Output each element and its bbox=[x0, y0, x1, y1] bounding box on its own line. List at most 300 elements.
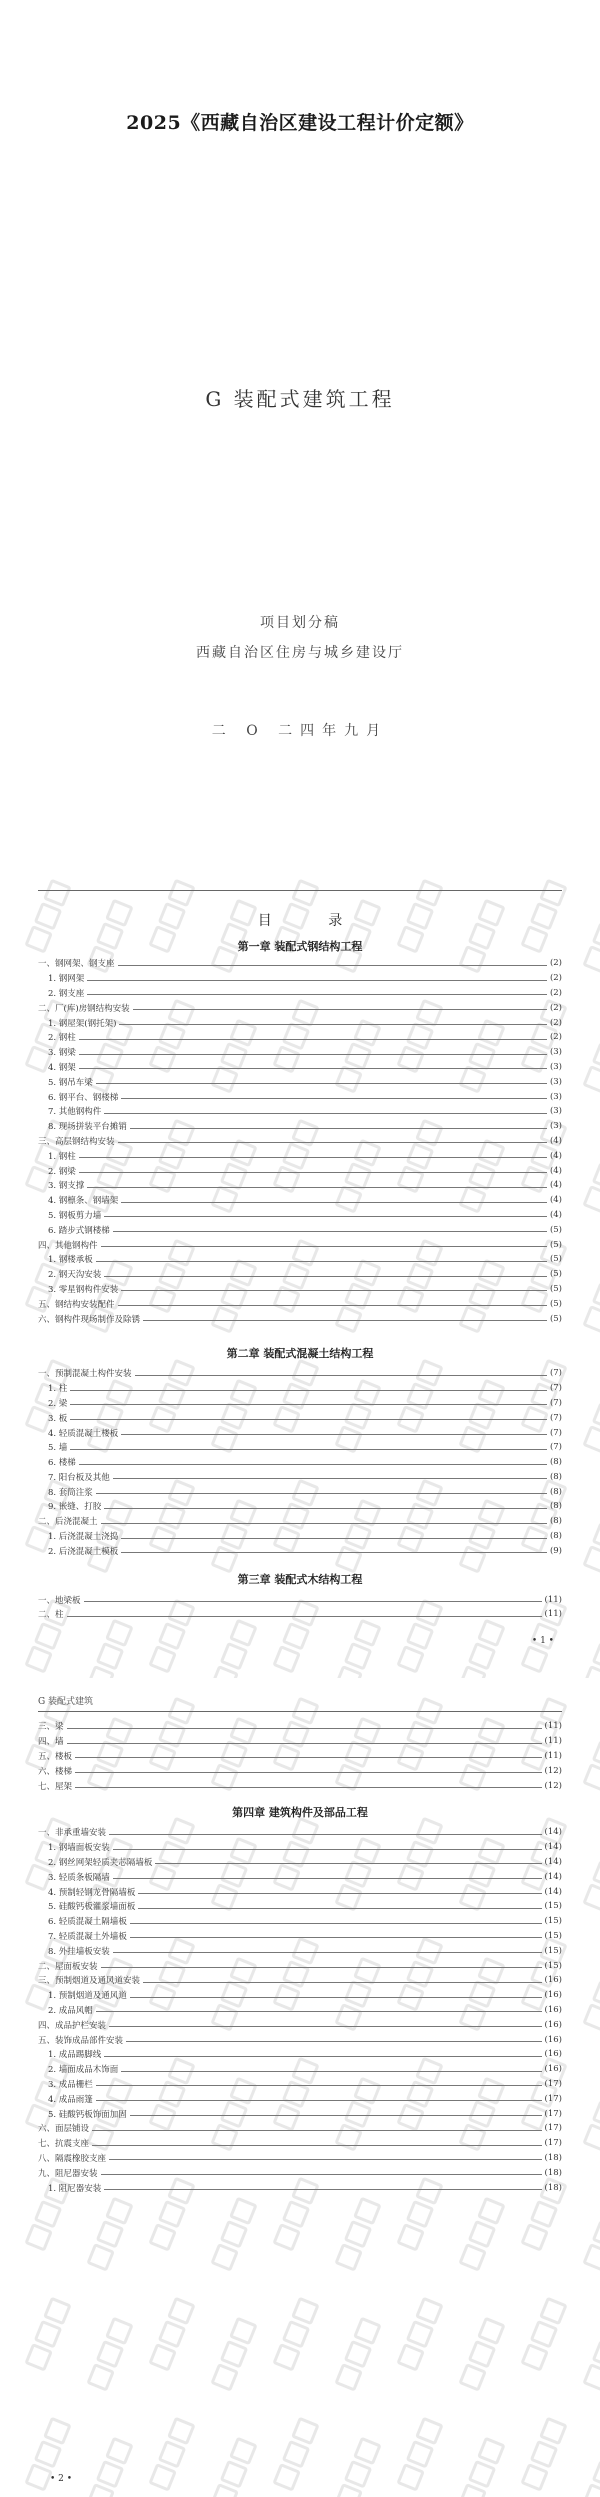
leader-line bbox=[101, 1523, 547, 1524]
toc-entry[interactable] bbox=[38, 1529, 562, 1544]
toc-entry-page: (5) bbox=[549, 1239, 562, 1250]
toc-entry-label: 5. 钢吊车梁 bbox=[48, 1077, 93, 1088]
watermark-mark bbox=[125, 2290, 207, 2408]
toc-entry-page: (7) bbox=[549, 1383, 562, 1394]
leader-line bbox=[75, 1757, 542, 1758]
toc-entry-page: (8) bbox=[549, 1516, 562, 1527]
watermark-mark bbox=[63, 1612, 145, 1678]
leader-line bbox=[130, 1923, 542, 1924]
header-rule bbox=[38, 1711, 562, 1712]
leader-line bbox=[109, 2159, 542, 2160]
toc-entry[interactable] bbox=[38, 1208, 562, 1223]
toc-entry[interactable] bbox=[38, 1869, 562, 1884]
toc-entry[interactable] bbox=[38, 1499, 562, 1514]
page-number: • 2 • bbox=[50, 2474, 73, 2484]
toc-entry-label: 三、预制烟道及通风道安装 bbox=[38, 1976, 141, 1987]
toc-entry[interactable] bbox=[38, 2017, 562, 2032]
toc-entry-page: (15) bbox=[544, 1916, 562, 1927]
toc-entry-page: (3) bbox=[549, 1121, 562, 1132]
watermark-mark bbox=[187, 1612, 269, 1678]
toc-entry[interactable] bbox=[38, 1060, 562, 1075]
leader-line bbox=[96, 1083, 547, 1084]
chapter-3-continued-entries bbox=[38, 1719, 562, 1793]
toc-entry-page: (7) bbox=[549, 1397, 562, 1408]
toc-entry-page: (4) bbox=[549, 1165, 562, 1176]
toc-entry-label: 六、楼梯 bbox=[38, 1766, 73, 1777]
toc-entry-page: (4) bbox=[549, 1150, 562, 1161]
toc-entry[interactable] bbox=[38, 1973, 562, 1988]
watermark-mark bbox=[559, 1372, 600, 1490]
toc-entry-page: (2) bbox=[549, 1032, 562, 1043]
toc-entry-page: (7) bbox=[549, 1442, 562, 1453]
toc-entry-label: 2. 钢天沟安装 bbox=[48, 1270, 102, 1281]
leader-line bbox=[155, 1863, 541, 1864]
leader-line bbox=[113, 1478, 547, 1479]
toc-entry-page: (16) bbox=[544, 2004, 562, 2015]
toc-entry[interactable] bbox=[38, 2062, 562, 2077]
toc-entry-label: 4. 预制轻钢龙骨隔墙板 bbox=[48, 1887, 136, 1898]
toc-entry[interactable] bbox=[38, 1929, 562, 1944]
toc-entry-label: 五、楼板 bbox=[38, 1751, 73, 1762]
toc-entry-label: 四、其他钢构件 bbox=[38, 1240, 98, 1251]
toc-entry-label: 2. 钢柱 bbox=[48, 1033, 76, 1044]
chapter-title: 第四章 建筑构件及部品工程 bbox=[232, 1805, 368, 1819]
toc-entry-page: (18) bbox=[544, 2152, 562, 2163]
toc-entry[interactable] bbox=[38, 1884, 562, 1899]
watermark-mark bbox=[559, 2190, 600, 2308]
leader-line bbox=[79, 1464, 547, 1465]
leader-line bbox=[87, 1187, 547, 1188]
leader-line bbox=[104, 2189, 541, 2190]
toc-entry[interactable] bbox=[38, 2121, 562, 2136]
toc-entry-label: 二、屋面板安装 bbox=[38, 1961, 98, 1972]
watermark-mark bbox=[559, 2430, 600, 2497]
toc-entry-label: 五、钢结构安装配件 bbox=[38, 1299, 115, 1310]
toc-entry-label: 7. 阳台板及其他 bbox=[48, 1472, 110, 1483]
toc-entry-page: (17) bbox=[544, 2123, 562, 2134]
toc-entry[interactable] bbox=[38, 1455, 562, 1470]
watermark-mark bbox=[311, 2310, 393, 2428]
toc-list bbox=[38, 936, 562, 1622]
issue-date: 二 O 二四年九月 bbox=[211, 723, 389, 739]
toc-entry[interactable] bbox=[38, 1237, 562, 1252]
toc-entry-label: 2. 墙面成品木饰面 bbox=[48, 2065, 119, 2076]
toc-entry-page: (4) bbox=[549, 1135, 562, 1146]
leader-line bbox=[113, 1878, 542, 1879]
watermark-mark bbox=[559, 2070, 600, 2188]
leader-line bbox=[96, 2100, 542, 2101]
leader-line bbox=[79, 1172, 547, 1173]
toc-entry-page: (16) bbox=[544, 2019, 562, 2030]
toc-entry-label: 3. 零星钢构件安装 bbox=[48, 1284, 119, 1295]
toc-entry-page: (2) bbox=[549, 1017, 562, 1028]
toc-entry-label: 2. 成品风帽 bbox=[48, 2005, 93, 2016]
leader-line bbox=[104, 1508, 547, 1509]
leader-line bbox=[126, 2041, 542, 2042]
watermark-mark bbox=[1, 2290, 83, 2408]
toc-entry-page: (2) bbox=[549, 973, 562, 984]
toc-entry-label: 三、高层钢结构安装 bbox=[38, 1136, 115, 1147]
toc-entry[interactable] bbox=[38, 1148, 562, 1163]
toc-entry-label: 5. 硅酸钙板灌浆墙面板 bbox=[48, 1902, 136, 1913]
toc-entry-page: (11) bbox=[544, 1736, 562, 1747]
toc-entry-page: (7) bbox=[549, 1412, 562, 1423]
page-number: • 1 • bbox=[531, 1636, 554, 1646]
toc-entry-label: 二、后浇混凝土 bbox=[38, 1517, 98, 1528]
watermark-mark bbox=[559, 1252, 600, 1370]
leader-line bbox=[75, 1787, 542, 1788]
toc-entry[interactable] bbox=[38, 1749, 562, 1764]
toc-entry-page: (16) bbox=[544, 2064, 562, 2075]
leader-line bbox=[121, 2071, 541, 2072]
toc-entry[interactable] bbox=[38, 2003, 562, 2018]
leader-line bbox=[104, 1113, 547, 1114]
document-subtitle: G 装配式建筑工程 bbox=[205, 387, 395, 411]
issuer-label: 西藏自治区住房与城乡建设厅 bbox=[196, 645, 404, 661]
leader-line bbox=[118, 1305, 547, 1306]
leader-line bbox=[70, 1449, 547, 1450]
toc-entry[interactable] bbox=[38, 1366, 562, 1381]
toc-entry-page: (8) bbox=[549, 1486, 562, 1497]
toc-entry-label: 6. 钢平台、钢楼梯 bbox=[48, 1092, 119, 1103]
toc-entry[interactable] bbox=[38, 1943, 562, 1958]
toc-entry-label: 4. 钢檩条、钢墙架 bbox=[48, 1196, 119, 1207]
toc-entry[interactable] bbox=[38, 986, 562, 1001]
watermark-mark bbox=[249, 2290, 331, 2408]
leader-line bbox=[79, 1054, 547, 1055]
toc-page-2 bbox=[0, 1678, 600, 2497]
leader-line bbox=[79, 1068, 547, 1069]
toc-entry-page: (3) bbox=[549, 1076, 562, 1087]
toc-entry[interactable] bbox=[38, 1592, 562, 1607]
toc-entry-label: 7. 其他钢构件 bbox=[48, 1107, 102, 1118]
toc-entry-page: (12) bbox=[544, 1780, 562, 1791]
watermark-mark bbox=[373, 2290, 455, 2408]
toc-entry-page: (8) bbox=[549, 1471, 562, 1482]
toc-entry-page: (9) bbox=[549, 1545, 562, 1556]
toc-entry-label: 4. 钢架 bbox=[48, 1062, 76, 1073]
watermark-mark bbox=[559, 1830, 600, 1948]
toc-entry-page: (18) bbox=[544, 2167, 562, 2178]
toc-entry[interactable] bbox=[38, 1425, 562, 1440]
leader-line bbox=[101, 1246, 547, 1247]
leader-line bbox=[130, 1128, 547, 1129]
chapter-4-entries bbox=[38, 1825, 562, 2195]
watermark-mark bbox=[435, 1612, 517, 1678]
leader-line bbox=[84, 1601, 542, 1602]
toc-entry[interactable] bbox=[38, 1840, 562, 1855]
toc-entry-label: 1. 钢柱 bbox=[48, 1151, 76, 1162]
chapter-3-entries bbox=[38, 1592, 562, 1622]
toc-entry-label: 四、成品护栏安装 bbox=[38, 2020, 107, 2031]
watermark-mark bbox=[63, 2190, 145, 2308]
toc-entry-page: (15) bbox=[544, 1960, 562, 1971]
toc-entry[interactable] bbox=[38, 2151, 562, 2166]
toc-entry-label: 4. 成品雨篷 bbox=[48, 2094, 93, 2105]
toc-entry-label: 二、厂(库)房钢结构安装 bbox=[38, 1003, 130, 1014]
leader-line bbox=[67, 1616, 542, 1617]
toc-entry[interactable] bbox=[38, 1311, 562, 1326]
toc-entry-page: (16) bbox=[544, 2049, 562, 2060]
toc-entry-page: (17) bbox=[544, 2138, 562, 2149]
toc-entry[interactable] bbox=[38, 1825, 562, 1840]
toc-entry[interactable] bbox=[38, 2032, 562, 2047]
toc-entry[interactable] bbox=[38, 1134, 562, 1149]
watermark-mark bbox=[559, 1950, 600, 2068]
toc-entry[interactable] bbox=[38, 1607, 562, 1622]
toc-entry[interactable] bbox=[38, 2106, 562, 2121]
toc-entry-page: (14) bbox=[544, 1856, 562, 1867]
toc-entry-label: 1. 柱 bbox=[48, 1384, 68, 1395]
toc-entry-label: 1. 阻尼器安装 bbox=[48, 2183, 102, 2194]
toc-entry-label: 1. 成品踢脚线 bbox=[48, 2050, 102, 2061]
toc-entry[interactable] bbox=[38, 1178, 562, 1193]
toc-entry[interactable] bbox=[38, 1719, 562, 1734]
toc-entry[interactable] bbox=[38, 1855, 562, 1870]
watermark-mark bbox=[187, 2310, 269, 2428]
leader-line bbox=[96, 2085, 542, 2086]
toc-entry[interactable] bbox=[38, 1381, 562, 1396]
document-title: 2025《西藏自治区建设工程计价定额》 bbox=[126, 112, 474, 134]
toc-entry-page: (11) bbox=[544, 1594, 562, 1605]
watermark-mark bbox=[125, 2410, 207, 2497]
toc-entry-page: (3) bbox=[549, 1091, 562, 1102]
toc-entry-label: 8. 套筒注浆 bbox=[48, 1487, 93, 1498]
leader-line bbox=[113, 1952, 542, 1953]
toc-entry-label: 8. 外挂墙板安装 bbox=[48, 1946, 110, 1957]
toc-entry[interactable] bbox=[38, 971, 562, 986]
toc-entry[interactable] bbox=[38, 1440, 562, 1455]
leader-line bbox=[121, 1434, 547, 1435]
toc-entry[interactable] bbox=[38, 1104, 562, 1119]
leader-line bbox=[121, 1098, 547, 1099]
toc-entry[interactable] bbox=[38, 1074, 562, 1089]
leader-line bbox=[130, 2115, 542, 2116]
toc-entry[interactable] bbox=[38, 2136, 562, 2151]
toc-entry-page: (15) bbox=[544, 1945, 562, 1956]
toc-entry-label: 3. 成品栅栏 bbox=[48, 2079, 93, 2090]
toc-entry[interactable] bbox=[38, 1045, 562, 1060]
toc-entry[interactable] bbox=[38, 1030, 562, 1045]
toc-entry[interactable] bbox=[38, 956, 562, 971]
toc-entry[interactable] bbox=[38, 1988, 562, 2003]
leader-line bbox=[79, 1039, 547, 1040]
leader-line bbox=[119, 1024, 547, 1025]
watermark-mark bbox=[559, 1012, 600, 1130]
toc-entry-page: (5) bbox=[549, 1283, 562, 1294]
toc-entry-page: (11) bbox=[544, 1750, 562, 1761]
leader-line bbox=[104, 2056, 541, 2057]
toc-entry-label: 6. 踏步式钢楼梯 bbox=[48, 1225, 110, 1236]
toc-entry[interactable] bbox=[38, 1119, 562, 1134]
leader-line bbox=[143, 1982, 542, 1983]
toc-entry[interactable] bbox=[38, 1193, 562, 1208]
toc-entry-page: (8) bbox=[549, 1531, 562, 1542]
watermark-mark bbox=[311, 2430, 393, 2497]
leader-line bbox=[67, 1743, 542, 1744]
watermark-mark bbox=[497, 2410, 579, 2497]
toc-page-1 bbox=[0, 860, 600, 1678]
toc-entry[interactable] bbox=[38, 1410, 562, 1425]
toc-entry-page: (14) bbox=[544, 1871, 562, 1882]
toc-entry[interactable] bbox=[38, 1089, 562, 1104]
running-header: G 装配式建筑 bbox=[38, 1697, 94, 1707]
toc-entry-label: 3. 钢支撑 bbox=[48, 1181, 85, 1192]
toc-entry-page: (5) bbox=[549, 1224, 562, 1235]
toc-entry-page: (3) bbox=[549, 1061, 562, 1072]
toc-entry-label: 五、装饰成品部件安装 bbox=[38, 2035, 124, 2046]
watermark-mark bbox=[435, 2310, 517, 2428]
toc-entry-label: 1. 钢屋架(钢托架) bbox=[48, 1018, 117, 1029]
leader-line bbox=[92, 2145, 542, 2146]
toc-entry[interactable] bbox=[38, 1296, 562, 1311]
toc-entry[interactable] bbox=[38, 2047, 562, 2062]
toc-entry-label: 2. 钢梁 bbox=[48, 1166, 76, 1177]
toc-entry[interactable] bbox=[38, 1470, 562, 1485]
toc-entry-page: (5) bbox=[549, 1269, 562, 1280]
toc-entry[interactable] bbox=[38, 1484, 562, 1499]
leader-line bbox=[96, 1493, 547, 1494]
toc-entry-label: 8. 现场拼装平台摊销 bbox=[48, 1122, 127, 1133]
leader-line bbox=[104, 1216, 547, 1217]
leader-line bbox=[101, 2174, 542, 2175]
watermark-mark bbox=[373, 2410, 455, 2497]
toc-entry-label: 3. 钢梁 bbox=[48, 1048, 76, 1059]
toc-entry[interactable] bbox=[38, 2091, 562, 2106]
toc-entry-page: (7) bbox=[549, 1427, 562, 1438]
leader-line bbox=[121, 1202, 547, 1203]
watermark-mark bbox=[559, 2310, 600, 2428]
watermark-mark bbox=[559, 1492, 600, 1610]
toc-entry[interactable] bbox=[38, 1163, 562, 1178]
toc-entry-label: 9. 嵌缝、打胶 bbox=[48, 1502, 102, 1513]
toc-entry-label: 一、钢网架、钢支座 bbox=[38, 959, 115, 970]
leader-line bbox=[121, 1538, 547, 1539]
toc-entry[interactable] bbox=[38, 2180, 562, 2195]
leader-line bbox=[79, 1157, 547, 1158]
leader-line bbox=[70, 1419, 547, 1420]
toc-entry-label: 1. 后浇混凝土浇捣 bbox=[48, 1532, 119, 1543]
toc-entry-page: (4) bbox=[549, 1209, 562, 1220]
chapter-2-entries bbox=[38, 1366, 562, 1558]
toc-entry[interactable] bbox=[38, 2077, 562, 2092]
toc-entry[interactable] bbox=[38, 1734, 562, 1749]
toc-entry-page: (17) bbox=[544, 2108, 562, 2119]
toc-entry-page: (2) bbox=[549, 958, 562, 969]
watermark-mark bbox=[559, 1132, 600, 1250]
watermark-mark bbox=[249, 2410, 331, 2497]
toc-entry-label: 一、地梁板 bbox=[38, 1595, 81, 1606]
toc-entry-page: (8) bbox=[549, 1457, 562, 1468]
toc-entry[interactable] bbox=[38, 1282, 562, 1297]
toc-entry-label: 四、墙 bbox=[38, 1737, 64, 1748]
toc-entry[interactable] bbox=[38, 1778, 562, 1793]
leader-line bbox=[130, 1997, 542, 1998]
toc-entry[interactable] bbox=[38, 1543, 562, 1558]
toc-entry-label: 1. 钢墙面板安装 bbox=[48, 1843, 110, 1854]
toc-entry-page: (14) bbox=[544, 1842, 562, 1853]
leader-line bbox=[138, 1908, 541, 1909]
toc-entry-page: (14) bbox=[544, 1886, 562, 1897]
leader-line bbox=[121, 1290, 547, 1291]
toc-entry[interactable] bbox=[38, 1252, 562, 1267]
toc-entry-label: 一、预制混凝土构件安装 bbox=[38, 1369, 132, 1380]
leader-line bbox=[96, 2011, 542, 2012]
toc-entry-page: (5) bbox=[549, 1254, 562, 1265]
toc-entry[interactable] bbox=[38, 1914, 562, 1929]
leader-line bbox=[138, 1893, 541, 1894]
leader-line bbox=[104, 1276, 547, 1277]
toc-entry-label: 2. 梁 bbox=[48, 1398, 68, 1409]
toc-entry-label: 六、面层铺设 bbox=[38, 2124, 90, 2135]
toc-entry-label: 4. 轻质混凝土楼板 bbox=[48, 1428, 119, 1439]
toc-entry-label: 6. 楼梯 bbox=[48, 1458, 76, 1469]
toc-entry-page: (4) bbox=[549, 1180, 562, 1191]
toc-entry-label: 6. 轻质混凝土隔墙板 bbox=[48, 1917, 127, 1928]
toc-entry-label: 九、阻尼器安装 bbox=[38, 2168, 98, 2179]
toc-entry[interactable] bbox=[38, 1899, 562, 1914]
toc-entry[interactable] bbox=[38, 1958, 562, 1973]
toc-entry-page: (3) bbox=[549, 1047, 562, 1058]
watermark-mark bbox=[311, 2190, 393, 2308]
toc-entry-label: 3. 轻质条板隔墙 bbox=[48, 1872, 110, 1883]
watermark-mark bbox=[311, 1612, 393, 1678]
toc-entry-page: (7) bbox=[549, 1368, 562, 1379]
toc-entry[interactable] bbox=[38, 1396, 562, 1411]
toc-entry[interactable] bbox=[38, 1514, 562, 1529]
toc-entry-label: 2. 后浇混凝土模板 bbox=[48, 1546, 119, 1557]
watermark-mark bbox=[435, 2190, 517, 2308]
watermark-mark bbox=[559, 1710, 600, 1828]
toc-entry-page: (3) bbox=[549, 1106, 562, 1117]
watermark-mark bbox=[497, 2290, 579, 2408]
toc-entry-page: (2) bbox=[549, 987, 562, 998]
leader-line bbox=[70, 1390, 547, 1391]
watermark-mark bbox=[63, 2430, 145, 2497]
cover-page bbox=[0, 0, 600, 860]
toc-entry[interactable] bbox=[38, 1015, 562, 1030]
leader-line bbox=[118, 965, 547, 966]
toc-entry[interactable] bbox=[38, 1000, 562, 1015]
toc-entry-label: 二、柱 bbox=[38, 1610, 64, 1621]
toc-entry-label: 一、非承重墙安装 bbox=[38, 1828, 107, 1839]
leader-line bbox=[118, 1142, 547, 1143]
toc-entry-page: (18) bbox=[544, 2182, 562, 2193]
toc-entry-page: (2) bbox=[549, 1002, 562, 1013]
toc-entry[interactable] bbox=[38, 1222, 562, 1237]
toc-entry-page: (16) bbox=[544, 1975, 562, 1986]
toc-entry-page: (15) bbox=[544, 1930, 562, 1941]
toc-entry-page: (8) bbox=[549, 1501, 562, 1512]
toc-entry-page: (12) bbox=[544, 1765, 562, 1776]
toc-entry-label: 3. 板 bbox=[48, 1413, 68, 1424]
leader-line bbox=[96, 1261, 547, 1262]
leader-line bbox=[67, 1728, 542, 1729]
toc-entry-page: (17) bbox=[544, 2093, 562, 2104]
toc-entry[interactable] bbox=[38, 1763, 562, 1778]
leader-line bbox=[133, 1009, 547, 1010]
chapter-title: 第二章 装配式混凝土结构工程 bbox=[226, 1346, 374, 1360]
toc-entry-label: 七、抗震支座 bbox=[38, 2139, 90, 2150]
toc-entry-page: (17) bbox=[544, 2078, 562, 2089]
toc-entry[interactable] bbox=[38, 2165, 562, 2180]
watermark-mark bbox=[435, 2430, 517, 2497]
toc-entry[interactable] bbox=[38, 1267, 562, 1282]
toc-entry-label: 5. 墙 bbox=[48, 1443, 68, 1454]
toc-entry-label: 三、梁 bbox=[38, 1722, 64, 1733]
toc-entry-label: 1. 预制烟道及通风道 bbox=[48, 1991, 127, 2002]
watermark-mark bbox=[187, 2190, 269, 2308]
